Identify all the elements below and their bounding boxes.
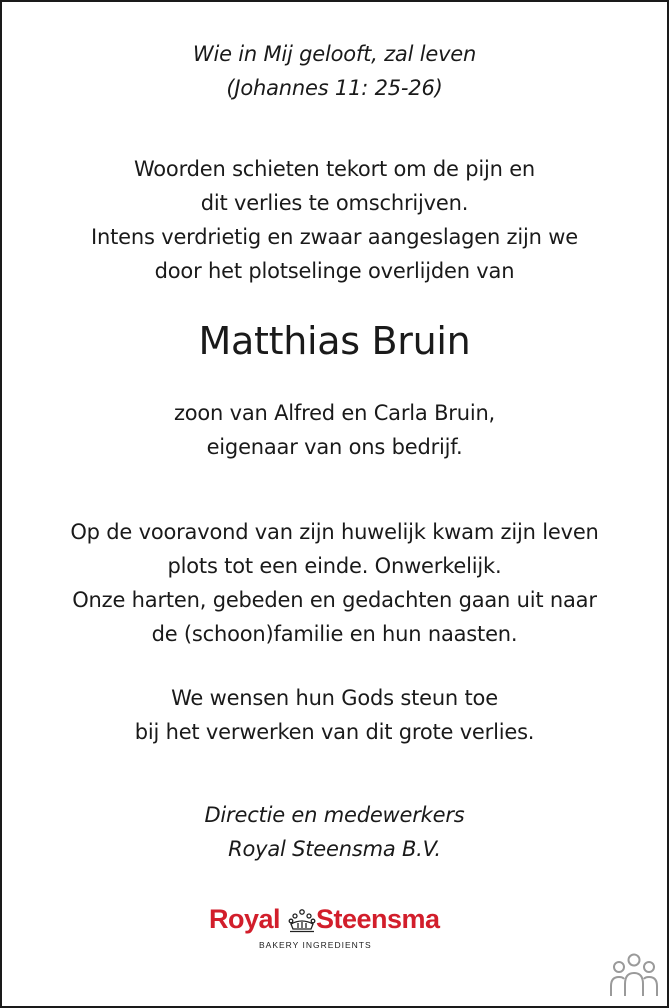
intro-line: dit verlies te omschrijven.: [200, 191, 469, 215]
signature-company: Royal Steensma B.V.: [228, 837, 441, 861]
logo-word-steensma: Steensma: [316, 904, 440, 934]
logo-subtitle: BAKERY INGREDIENTS: [259, 940, 372, 950]
community-people-icon: [608, 952, 660, 998]
wish-line: We wensen hun Gods steun toe: [171, 686, 498, 710]
message-line: de (schoon)familie en hun naasten.: [151, 622, 518, 646]
intro-line: door het plotselinge overlijden van: [154, 259, 515, 283]
relation-line: eigenaar van ons bedrijf.: [206, 435, 463, 459]
intro-line: Woorden schieten tekort om de pijn en: [133, 157, 536, 181]
message-line: Op de vooravond van zijn huwelijk kwam zijn leven: [70, 520, 599, 544]
logo-word-royal: Royal: [209, 904, 281, 934]
verse-line: Wie in Mij gelooft, zal leven: [192, 42, 477, 66]
verse-reference: (Johannes 11: 25-26): [226, 76, 443, 100]
company-logo: [207, 902, 467, 954]
deceased-name: Matthias Bruin: [198, 319, 471, 363]
signature-line: Directie en medewerkers: [204, 803, 465, 827]
intro-line: Intens verdrietig en zwaar aangeslagen zijn we: [91, 225, 578, 249]
crown-icon: [287, 908, 317, 934]
message-line: Onze harten, gebeden en gedachten gaan uit naar: [72, 588, 597, 612]
relation-line: zoon van Alfred en Carla Bruin,: [173, 401, 496, 425]
message-line: plots tot een einde. Onwerkelijk.: [167, 554, 502, 578]
wish-line: bij het verwerken van dit grote verlies.: [134, 720, 535, 744]
